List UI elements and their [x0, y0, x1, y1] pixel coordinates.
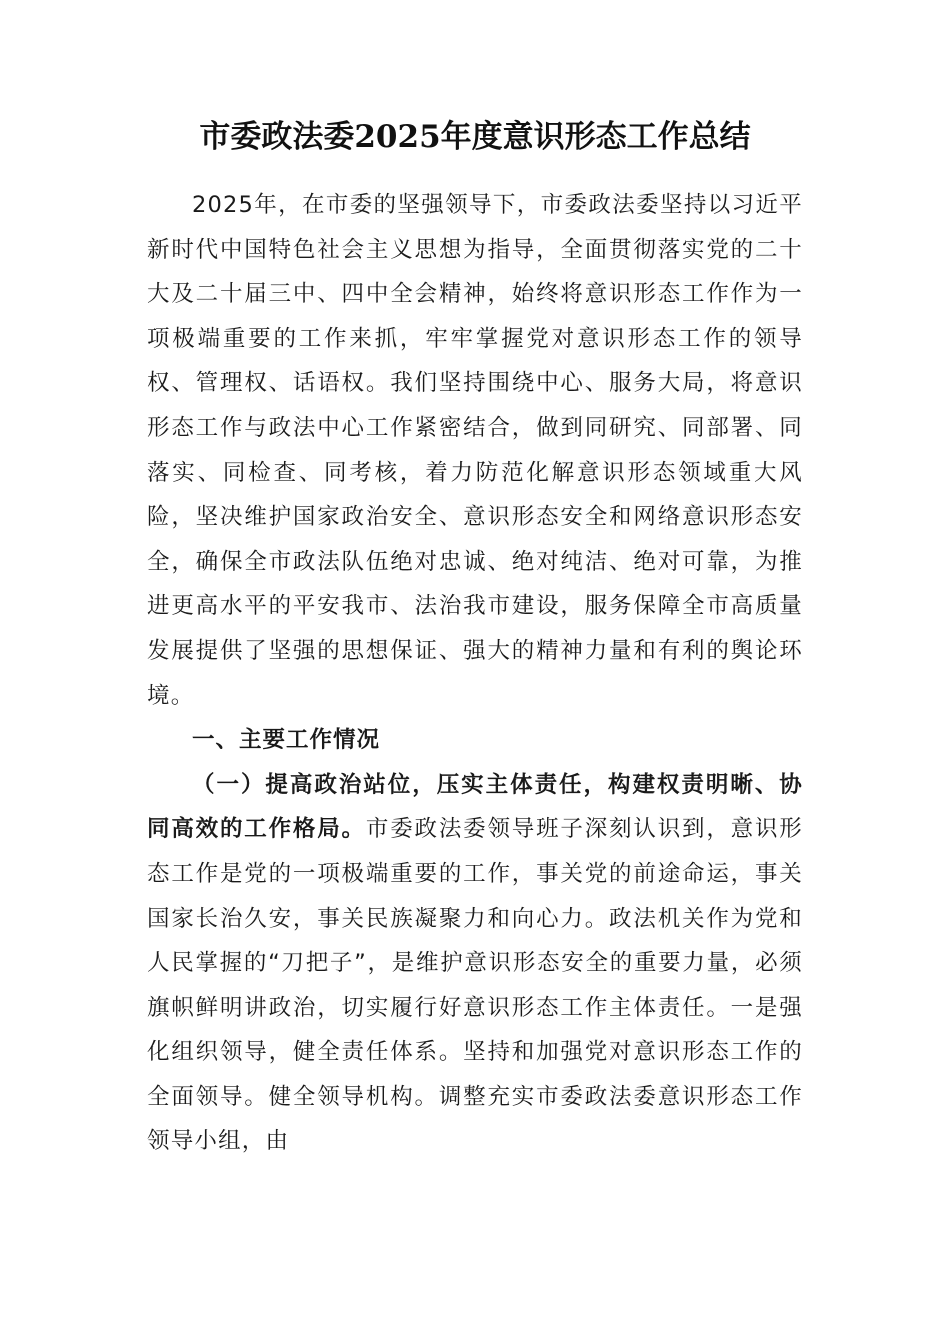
subsection-heading-1: （一）提高政治站位，压实主体责任，构建权责明晰、协同高效的工作格局。 [147, 771, 803, 843]
document-body [147, 183, 803, 1164]
subsection-paragraph-1 [147, 763, 803, 1164]
intro-paragraph: 2025年，在市委的坚强领导下，市委政法委坚持以习近平新时代中国特色社会主义思想为指导，全面贯彻落实党的二十大及二十届三中、四中全会精神，始终将意识形态工作作为一项极端重要的工作来抓，牢牢掌握党对意识形态工作的领导权、管理权、话语权。我们坚持围绕中心、服务大局，将意识形态工作与政法中心工作紧密结合，做到同研究、同部署、同落实、同检查、同考核，着力防范化解意识形态领域重大风险，坚决维护国家政治安全、意识形态安全和网络意识形态安全，确保全市政法队伍绝对忠诚、绝对纯洁、绝对可靠，为推进更高水平的平安我市、法治我市建设，服务保障全市高质量发展提供了坚强的思想保证、强大的精神力量和有利的舆论环境。 [147, 192, 803, 709]
subsection-body-1: 市委政法委领导班子深刻认识到，意识形态工作是党的一项极端重要的工作，事关党的前途命运，事关国家长治久安，事关民族凝聚力和向心力。政法机关作为党和人民掌握的“刀把子”，是维护意识形态安全的重要力量，必须旗帜鲜明讲政治，切实履行好意识形态工作主体责任。一是强化组织领导，健全责任体系。坚持和加强党对意识形态工作的全面领导。健全领导机构。调整充实市委政法委意识形态工作领导小组，由 [147, 816, 803, 1155]
section-heading-main-work: 一、主要工作情况 [192, 727, 381, 754]
document-title: 市委政法委2025年度意识形态工作总结 [199, 119, 751, 155]
